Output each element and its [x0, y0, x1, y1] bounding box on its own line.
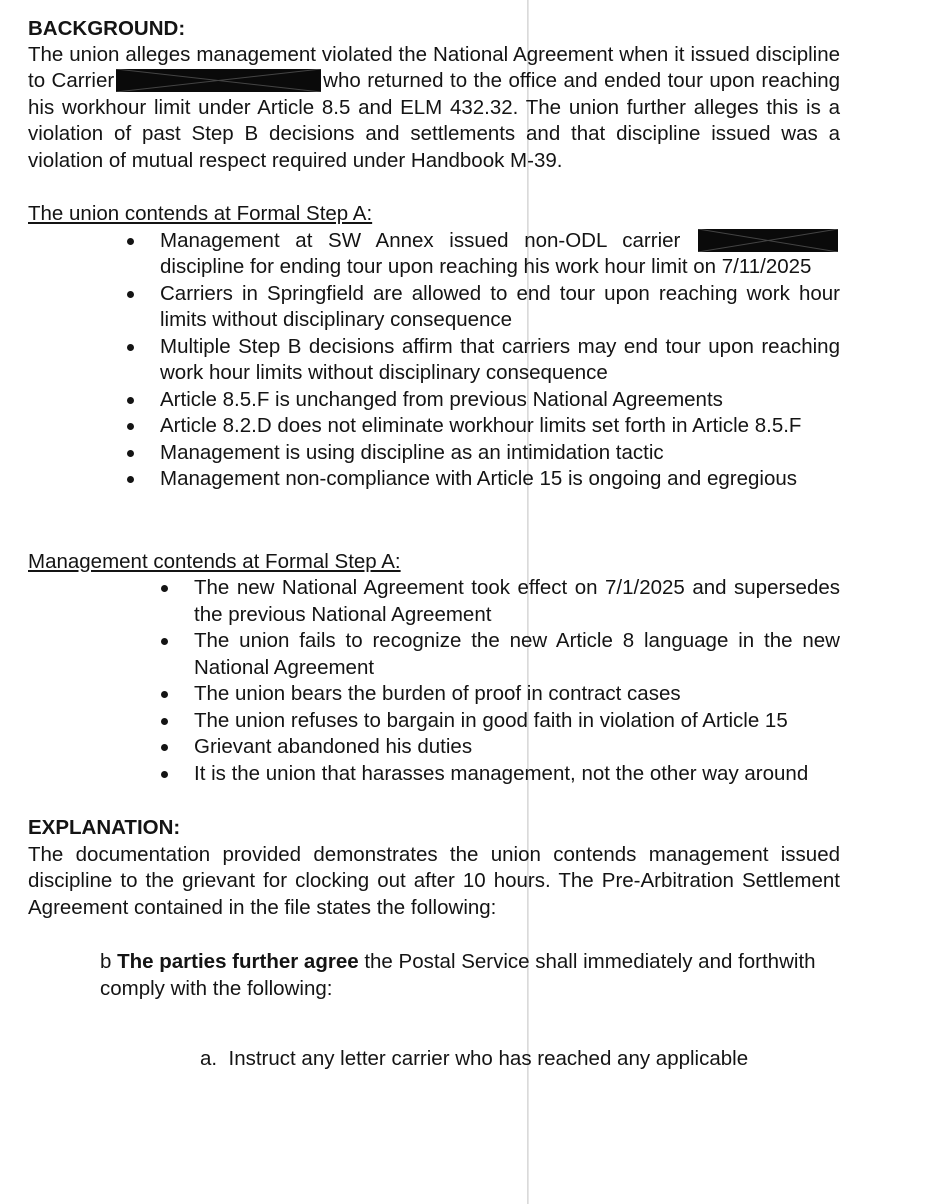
- background-text-start: The union alleges management violated the National Agreement when it issued discipline to Carrier: [28, 42, 840, 92]
- sub-item-text: Instruct any letter carrier who has reached any applicable: [228, 1047, 749, 1070]
- redaction-box: [116, 69, 321, 92]
- list-item: The new National Agreement took effect on 7/1/2025 and supersedes the previous National Agreement: [194, 575, 840, 628]
- list-item: Grievant abandoned his duties: [194, 734, 840, 761]
- list-item: Management non-compliance with Article 15 is ongoing and egregious: [160, 466, 840, 493]
- quote-prefix: b: [100, 950, 112, 973]
- background-text-end: who returned to the office and ended tour upon reaching his workhour limit under Article 8.5 and ELM 432.32. The union further alleges this is a violation of past Step B decisions and settlements and that discipline issued was a violation of mutual respect required under Handbook M-39.: [28, 69, 840, 172]
- quote-bold-text: The parties further agree: [117, 950, 359, 973]
- list-item: Multiple Step B decisions affirm that carriers may end tour upon reaching work hour limits without disciplinary consequence: [160, 334, 840, 387]
- union-contentions-heading: The union contends at Formal Step A:: [28, 202, 373, 225]
- background-heading: BACKGROUND:: [28, 17, 186, 40]
- list-item: Article 8.5.F is unchanged from previous National Agreements: [160, 387, 840, 414]
- quote-text: the Postal Service shall immediately and forthwith comply with the following:: [100, 950, 816, 1000]
- list-item: [160, 228, 840, 281]
- list-item: It is the union that harasses management, not the other way around: [194, 761, 840, 788]
- redaction-box: [698, 229, 838, 252]
- list-item: Management is using discipline as an intimidation tactic: [160, 440, 840, 467]
- union-contentions-list: [160, 228, 840, 493]
- list-item: The union bears the burden of proof in contract cases: [194, 681, 840, 708]
- explanation-heading: EXPLANATION:: [28, 816, 181, 839]
- list-item: The union fails to recognize the new Article 8 language in the new National Agreement: [194, 628, 840, 681]
- settlement-quote: [100, 949, 820, 1002]
- explanation-paragraph: The documentation provided demonstrates the union contends management issued discipline to the grievant for clocking out after 10 hours. The Pre-Arbitration Settlement Agreement contained in the file states the following:: [28, 842, 840, 919]
- management-contentions-list: [194, 575, 840, 787]
- union-item-text-start: Management at SW Annex issued non-ODL carrier: [160, 228, 681, 252]
- document-page: [28, 16, 840, 1073]
- sub-item-marker: a.: [200, 1047, 218, 1070]
- union-item-text-end: discipline for ending tour upon reaching his work hour limit on 7/11/2025: [160, 255, 812, 278]
- list-item: The union refuses to bargain in good faith in violation of Article 15: [194, 708, 840, 735]
- list-item: Article 8.2.D does not eliminate workhour limits set forth in Article 8.5.F: [160, 413, 840, 440]
- settlement-sub-item: [200, 1046, 840, 1073]
- list-item: Carriers in Springfield are allowed to end tour upon reaching work hour limits without disciplinary consequence: [160, 281, 840, 334]
- management-contentions-heading: Management contends at Formal Step A:: [28, 549, 401, 573]
- background-paragraph: [28, 42, 840, 175]
